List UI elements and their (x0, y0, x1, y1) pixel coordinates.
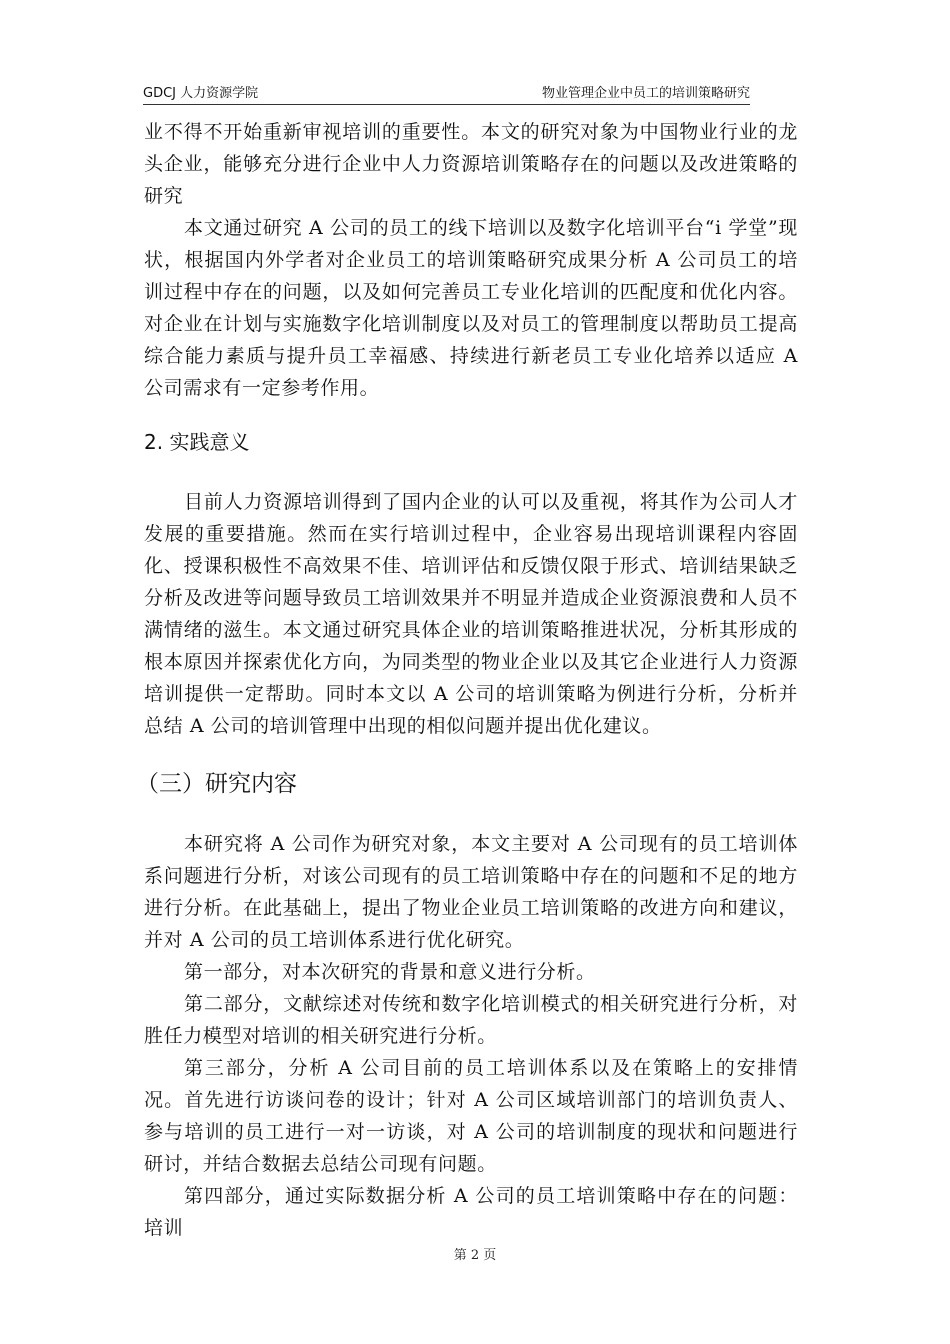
heading-practical-significance: 2. 实践意义 (144, 430, 250, 454)
page-body (136, 116, 798, 1244)
paragraph-research-content: 本研究将 A 公司作为研究对象，本文主要对 A 公司现有的员工培训体系问题进行分析，对该公司现有的员工培训策略中存在的问题和不足的地方进行分析。在此基础上，提出了物业企业员工培训策略的改进方向和建议，并对 A 公司的员工培训体系进行优化研究。 (144, 833, 798, 951)
heading-research-content: （三）研究内容 (136, 771, 297, 797)
paragraph-part-one: 第一部分，对本次研究的背景和意义进行分析。 (184, 961, 596, 983)
header-thesis-title: 物业管理企业中员工的培训策略研究 (541, 86, 750, 101)
page-header (143, 86, 750, 105)
paragraph-part-four: 第四部分，通过实际数据分析 A 公司的员工培训策略中存在的问题：培训 (144, 1185, 798, 1239)
paragraph-part-two: 第二部分，文献综述对传统和数字化培训模式的相关研究进行分析，对胜任力模型对培训的相关研究进行分析。 (144, 993, 798, 1047)
page-number: 第 2 页 (453, 1248, 497, 1263)
header-institution: GDCJ 人力资源学院 (143, 86, 259, 101)
paragraph-practical-significance: 目前人力资源培训得到了国内企业的认可以及重视，将其作为公司人才发展的重要措施。然而在实行培训过程中，企业容易出现培训课程内容固化、授课积极性不高效果不佳、培训评估和反馈仅限于形式、培训结果缺乏分析及改进等问题导致员工培训效果并不明显并造成企业资源浪费和人员不满情绪的滋生。本文通过研究具体企业的培训策略推进状况，分析其形成的根本原因并探索优化方向，为同类型的物业企业以及其它企业进行人力资源培训提供一定帮助。同时本文以 A 公司的培训策略为例进行分析，分析并总结 A 公司的培训管理中出现的相似问题并提出优化建议。 (144, 491, 798, 737)
paragraph-continued: 业不得不开始重新审视培训的重要性。本文的研究对象为中国物业行业的龙头企业，能够充分进行企业中人力资源培训策略存在的问题以及改进策略的研究 (144, 121, 798, 207)
paragraph-part-three: 第三部分，分析 A 公司目前的员工培训体系以及在策略上的安排情况。首先进行访谈问卷的设计；针对 A 公司区域培训部门的培训负责人、参与培训的员工进行一对一访谈，对 A 公司的培训制度的现状和问题进行研讨，并结合数据去总结公司现有问题。 (144, 1057, 798, 1175)
paragraph-research-subject: 本文通过研究 A 公司的员工的线下培训以及数字化培训平台“i 学堂”现状，根据国内外学者对企业员工的培训策略研究成果分析 A 公司员工的培训过程中存在的问题，以及如何完善员工专业化培训的匹配度和优化内容。对企业在计划与实施数字化培训制度以及对员工的管理制度以帮助员工提高综合能力素质与提升员工幸福感、持续进行新老员工专业化培养以适应 A 公司需求有一定参考作用。 (144, 217, 798, 399)
